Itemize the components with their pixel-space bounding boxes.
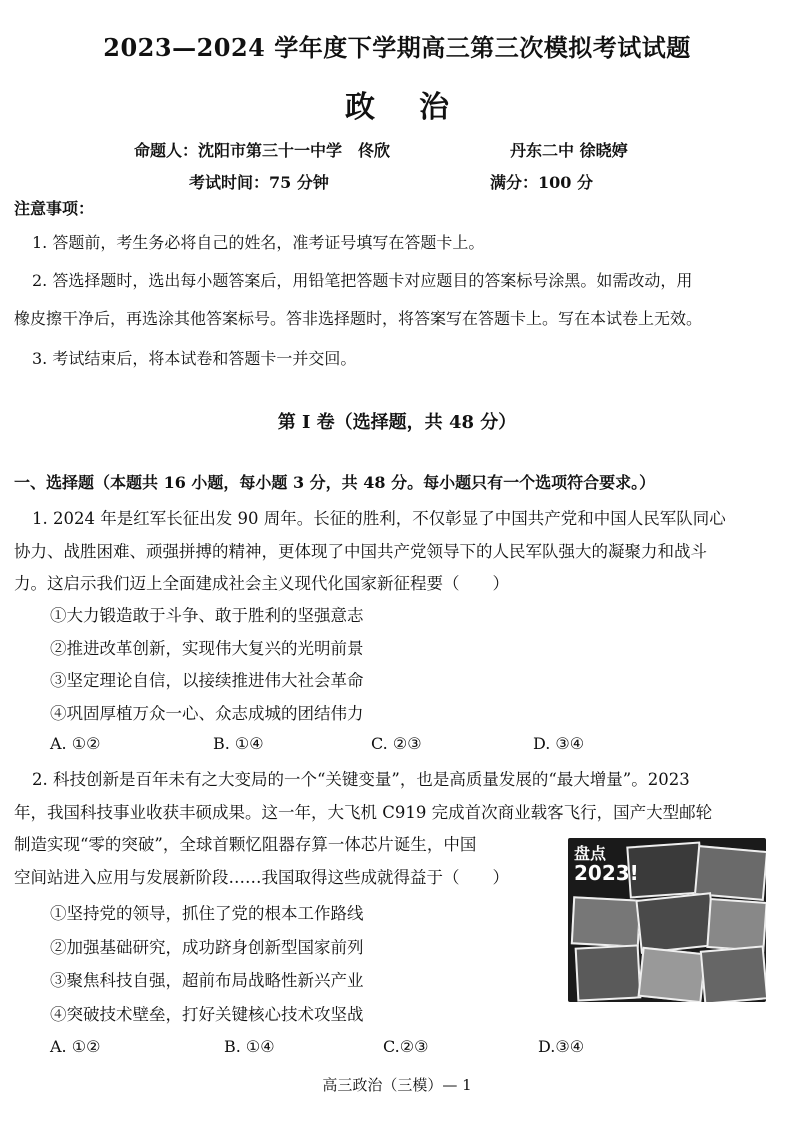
- q2-line-2: 年，我国科技事业收获丰硕成果。这一年，大飞机 C919 完成首次商业载客飞行，国产大型邮轮: [14, 803, 713, 822]
- q2-option-1: ①坚持党的领导，抓住了党的根本工作路线: [50, 904, 364, 923]
- q2-option-4: ④突破技术壁垒，打好关键核心技术攻坚战: [50, 1005, 364, 1024]
- authors-second: 丹东二中 徐晓婷: [510, 141, 628, 160]
- photo-label-year: 2023!: [574, 860, 639, 885]
- q2-option-2: ②加强基础研究，成功跻身创新型国家前列: [50, 938, 364, 957]
- q1-choice-a: A. ①②: [50, 734, 101, 753]
- q1-option-3: ③坚定理论自信，以接续推进伟大社会革命: [50, 671, 364, 690]
- subject-title: 政治: [345, 90, 493, 125]
- q2-line-1: 2. 科技创新是百年未有之大变局的一个“关键变量”，也是高质量发展的“最大增量”。2023: [32, 770, 690, 789]
- authors-first: 命题人：沈阳市第三十一中学 佟欣: [134, 141, 391, 160]
- page-footer: 高三政治（三模）— 1: [322, 1076, 472, 1094]
- q1-line-3: 力。这启示我们迈上全面建成社会主义现代化国家新征程要（ ）: [14, 574, 509, 593]
- q1-option-2: ②推进改革创新，实现伟大复兴的光明前景: [50, 639, 364, 658]
- q2-choice-a: A. ①②: [50, 1037, 101, 1056]
- q1-option-4: ④巩固厚植万众一心、众志成城的团结伟力: [50, 704, 364, 723]
- section-title: 第 I 卷（选择题，共 48 分）: [277, 412, 517, 433]
- notice-heading: 注意事项：: [14, 199, 95, 218]
- notice-item-2: 2. 答选择题时，选出每小题答案后，用铅笔把答题卡对应题目的答案标号涂黑。如需改动，用: [32, 271, 693, 290]
- q2-option-3: ③聚焦科技自强，超前布局战略性新兴产业: [50, 971, 364, 990]
- q1-choice-d: D. ③④: [533, 734, 585, 753]
- q1-option-1: ①大力锻造敢于斗争、敢于胜利的坚强意志: [50, 606, 364, 625]
- section-instruction: 一、选择题（本题共 16 小题，每小题 3 分，共 48 分。每小题只有一个选项符合要求。）: [14, 473, 656, 492]
- q1-line-2: 协力、战胜困难、顽强拼搏的精神，更体现了中国共产党领导下的人民军队强大的凝聚力和战斗: [14, 542, 707, 561]
- notice-item-1: 1. 答题前，考生务必将自己的姓名，准考证号填写在答题卡上。: [32, 233, 485, 252]
- q2-line-3: 制造实现“零的突破”，全球首颗忆阻器存算一体芯片诞生，中国: [14, 835, 477, 854]
- q1-choice-b: B. ①④: [213, 734, 264, 753]
- q1-choice-c: C. ②③: [371, 734, 422, 753]
- photo-label-top: 盘点: [574, 844, 607, 863]
- exam-title: 2023—2024 学年度下学期高三第三次模拟考试试题: [103, 33, 691, 62]
- full-score: 满分：100 分: [490, 173, 593, 192]
- notice-item-3: 3. 考试结束后，将本试卷和答题卡一并交回。: [32, 349, 357, 368]
- q2-choice-b: B. ①④: [224, 1037, 275, 1056]
- q2-choice-c: C.②③: [383, 1037, 429, 1056]
- review-2023-photo: [568, 838, 766, 1002]
- exam-time: 考试时间：75 分钟: [189, 173, 329, 192]
- q2-line-4: 空间站进入应用与发展新阶段……我国取得这些成就得益于（ ）: [14, 868, 509, 887]
- notice-item-2-cont: 橡皮擦干净后，再选涂其他答案标号。答非选择题时，将答案写在答题卡上。写在本试卷上无效。: [14, 309, 703, 328]
- q2-choice-d: D.③④: [538, 1037, 585, 1056]
- q1-line-1: 1. 2024 年是红军长征出发 90 周年。长征的胜利，不仅彰显了中国共产党和中国人民军队同心: [32, 509, 726, 528]
